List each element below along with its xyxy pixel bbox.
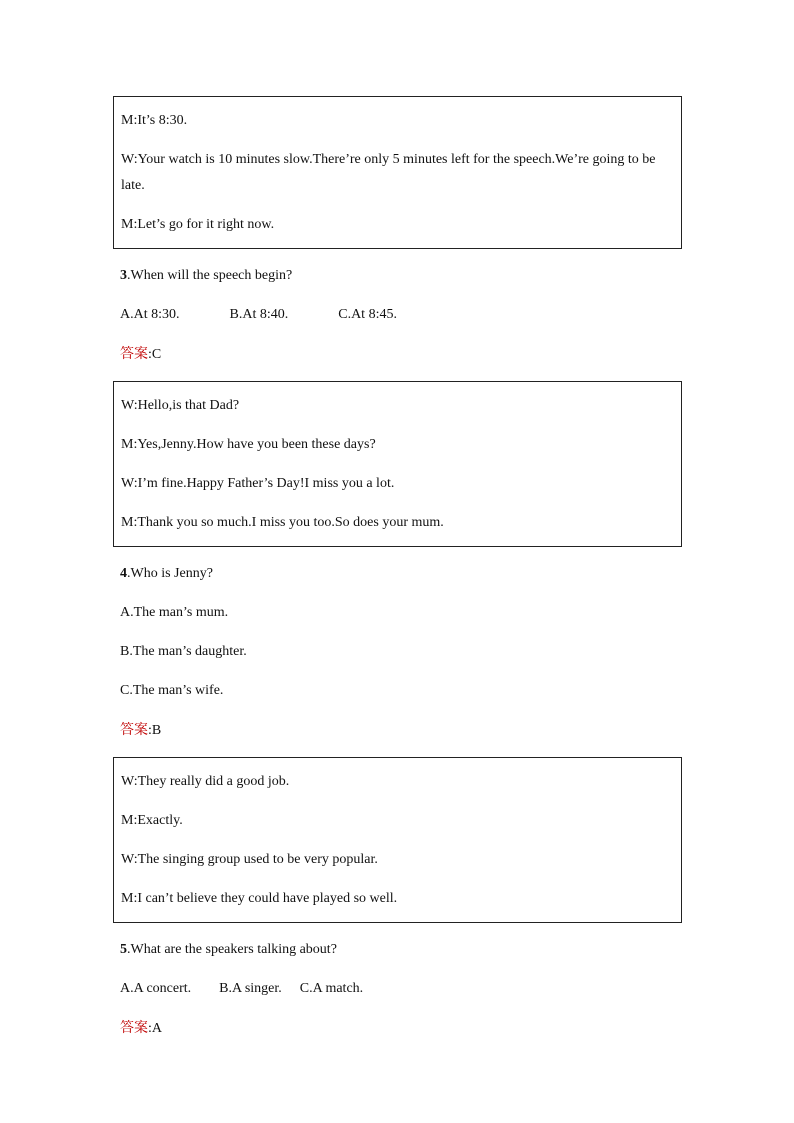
question-4 bbox=[113, 564, 682, 584]
dialogue-line: M:Thank you so much.I miss you too.So does your mum. bbox=[121, 514, 444, 530]
dialogue-line: M:I can’t believe they could have played so well. bbox=[121, 890, 398, 906]
question-text: .What are the speakers talking about? bbox=[127, 942, 337, 957]
dialogue-line: M:Exactly. bbox=[121, 812, 183, 828]
dialogue-box-3 bbox=[113, 757, 682, 923]
answer-4 bbox=[113, 720, 682, 741]
answer-value: :A bbox=[148, 1021, 162, 1036]
question-text: .Who is Jenny? bbox=[127, 566, 213, 581]
dialogue-box-2 bbox=[113, 381, 682, 547]
option-c: C.A match. bbox=[299, 981, 364, 996]
answer-value: :C bbox=[148, 347, 162, 362]
question-number: 5 bbox=[120, 942, 127, 957]
answer-label: 答案 bbox=[120, 346, 148, 362]
dialogue-line: M:It’s 8:30. bbox=[121, 112, 188, 128]
dialogue-line: W:Hello,is that Dad? bbox=[121, 397, 240, 413]
answer-label: 答案 bbox=[120, 1020, 148, 1036]
dialogue-line: M:Yes,Jenny.How have you been these days? bbox=[121, 436, 376, 452]
option-c: C.The man’s wife. bbox=[120, 683, 224, 698]
option-c: C.At 8:45. bbox=[338, 307, 397, 322]
option-b: B.A singer. bbox=[219, 981, 282, 996]
question-3 bbox=[113, 266, 682, 286]
dialogue-line: W:They really did a good job. bbox=[121, 773, 290, 789]
option-a: A.At 8:30. bbox=[120, 307, 180, 322]
question-text: .When will the speech begin? bbox=[127, 268, 293, 283]
document-content bbox=[113, 96, 682, 1039]
option-a: A.The man’s mum. bbox=[120, 605, 229, 620]
option-b: B.The man’s daughter. bbox=[120, 644, 247, 659]
dialogue-box-1 bbox=[113, 96, 682, 249]
option-b: B.At 8:40. bbox=[229, 307, 289, 322]
question-5-options bbox=[113, 979, 682, 999]
answer-5 bbox=[113, 1018, 682, 1039]
answer-label: 答案 bbox=[120, 722, 148, 738]
question-3-options bbox=[113, 305, 682, 325]
question-5 bbox=[113, 940, 682, 960]
answer-value: :B bbox=[148, 723, 162, 738]
dialogue-line: W:Your watch is 10 minutes slow.There’re only 5 minutes left for the speech.We’re going to be late. bbox=[121, 151, 656, 193]
dialogue-line: W:I’m fine.Happy Father’s Day!I miss you a lot. bbox=[121, 475, 395, 491]
dialogue-line: W:The singing group used to be very popular. bbox=[121, 851, 378, 867]
question-number: 3 bbox=[120, 268, 127, 283]
answer-3 bbox=[113, 344, 682, 365]
question-number: 4 bbox=[120, 566, 127, 581]
dialogue-line: M:Let’s go for it right now. bbox=[121, 216, 275, 232]
option-a: A.A concert. bbox=[120, 981, 192, 996]
